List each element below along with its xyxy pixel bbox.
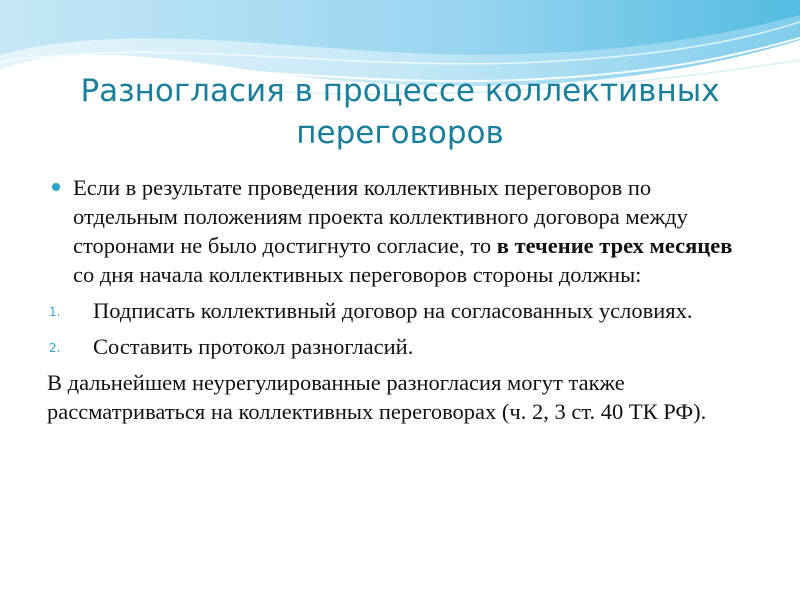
list-number: 2. [49,341,61,355]
slide-body [47,173,757,426]
list-item [47,332,757,361]
intro-paragraph [47,173,757,289]
list-item-text: Подписать коллективный договор на согласованных условиях. [93,298,693,323]
list-item-text: Составить протокол разногласий. [93,334,414,359]
slide-title: Разногласия в процессе коллективных переговоров [80,73,720,151]
intro-text: Если в результате проведения коллективных переговоров по отдельным положениям проекта коллективного договора между сторонами не было достигнуто согласие, то [73,175,688,258]
list-number: 1. [49,305,61,319]
intro-bold-text: в течение трех месяцев [496,233,733,258]
conclusion-paragraph: В дальнейшем неурегулированные разногласия могут также рассматриваться на коллективных переговорах (ч. 2, 3 ст. 40 ТК РФ). [47,370,707,424]
bullet-dot-icon [52,183,60,191]
intro-text-end: со дня начала коллективных переговоров стороны должны: [73,262,642,287]
list-item [47,296,757,325]
